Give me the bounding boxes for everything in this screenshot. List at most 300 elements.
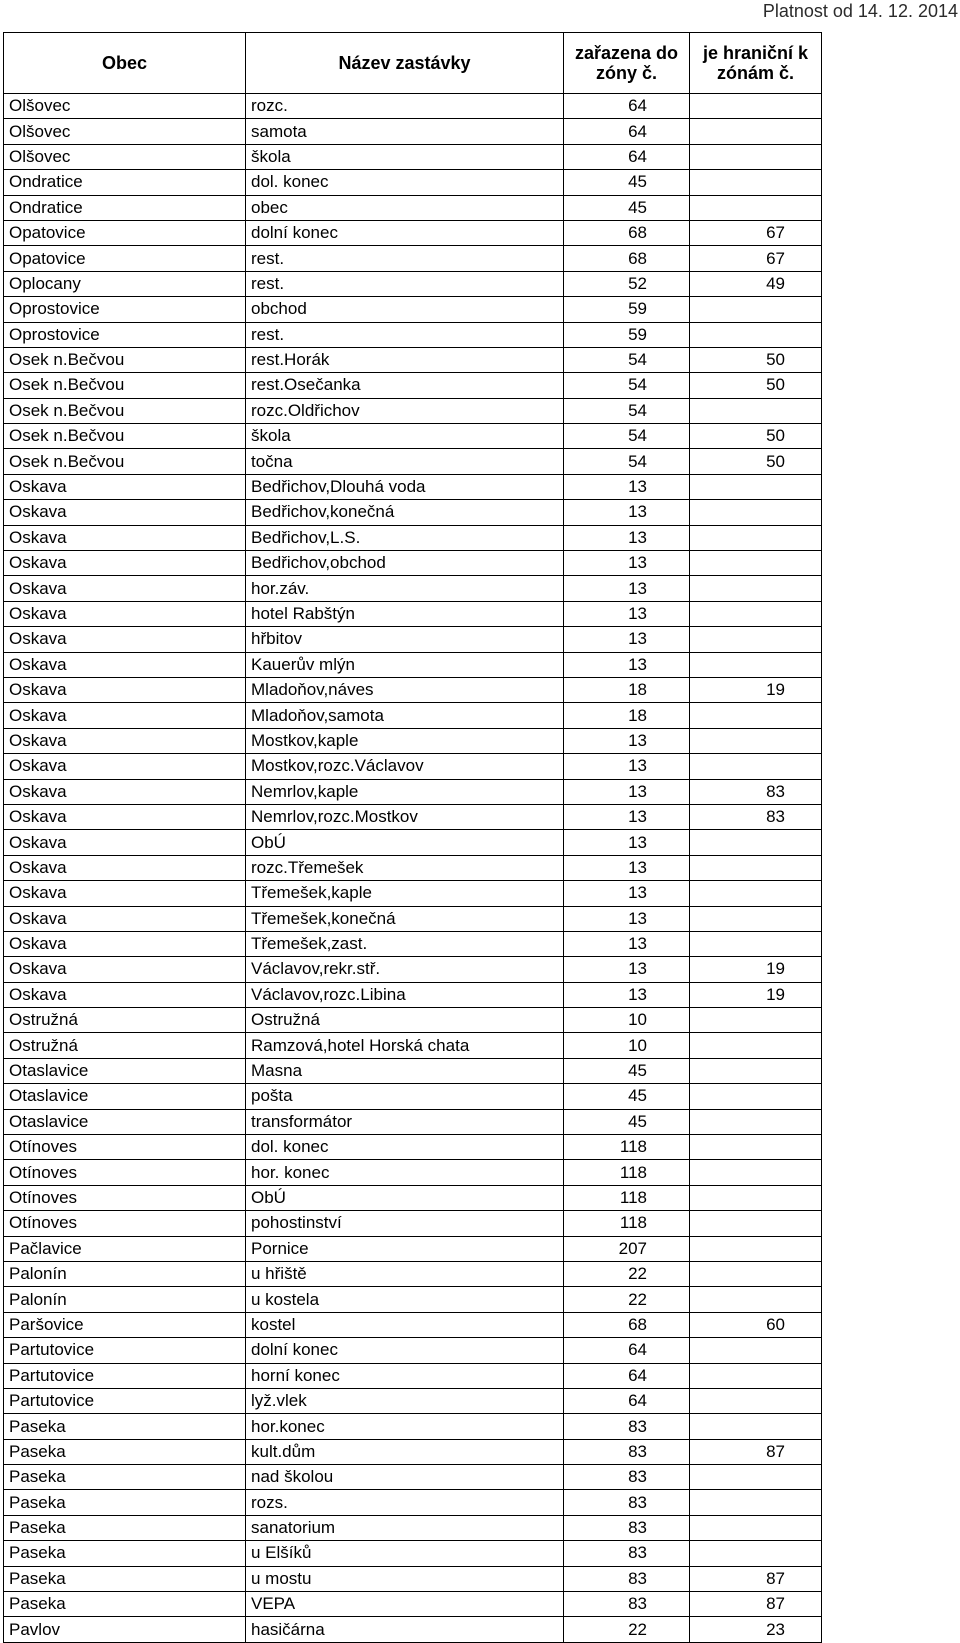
cell-zastavka: točna xyxy=(246,449,564,474)
cell-obec: Paseka xyxy=(4,1566,246,1591)
header-hranicni: je hraniční k zónám č. xyxy=(690,33,822,94)
cell-zona: 13 xyxy=(564,551,690,576)
cell-zastavka: samota xyxy=(246,119,564,144)
cell-zona: 64 xyxy=(564,119,690,144)
cell-zastavka: Bedřichov,L.S. xyxy=(246,525,564,550)
cell-zona: 118 xyxy=(564,1135,690,1160)
table-row xyxy=(4,398,822,423)
cell-zastavka: ObÚ xyxy=(246,830,564,855)
cell-zastavka: rest.Horák xyxy=(246,347,564,372)
cell-obec: Osek n.Bečvou xyxy=(4,347,246,372)
cell-hranicni xyxy=(690,1008,822,1033)
cell-obec: Otínoves xyxy=(4,1135,246,1160)
cell-zastavka: Třemešek,konečná xyxy=(246,906,564,931)
table-row xyxy=(4,1388,822,1413)
cell-hranicni: 67 xyxy=(690,246,822,271)
table-row xyxy=(4,449,822,474)
table-row xyxy=(4,1160,822,1185)
table-row xyxy=(4,246,822,271)
cell-zastavka: sanatorium xyxy=(246,1515,564,1540)
cell-hranicni xyxy=(690,322,822,347)
cell-zona: 64 xyxy=(564,1338,690,1363)
cell-zastavka: hotel Rabštýn xyxy=(246,601,564,626)
table-body xyxy=(4,94,822,1643)
cell-zastavka: dolní konec xyxy=(246,220,564,245)
cell-hranicni xyxy=(690,881,822,906)
header-zastavka: Název zastávky xyxy=(246,33,564,94)
cell-zona: 13 xyxy=(564,982,690,1007)
cell-hranicni xyxy=(690,576,822,601)
cell-zastavka: Bedřichov,obchod xyxy=(246,551,564,576)
cell-zona: 13 xyxy=(564,855,690,880)
cell-hranicni xyxy=(690,1388,822,1413)
table-row xyxy=(4,1490,822,1515)
table-row xyxy=(4,1465,822,1490)
cell-zona: 52 xyxy=(564,271,690,296)
header-zona: zařazena do zóny č. xyxy=(564,33,690,94)
cell-hranicni: 83 xyxy=(690,804,822,829)
cell-hranicni xyxy=(690,1135,822,1160)
table-row xyxy=(4,931,822,956)
cell-zona: 13 xyxy=(564,779,690,804)
cell-obec: Otínoves xyxy=(4,1185,246,1210)
table-row xyxy=(4,1008,822,1033)
cell-obec: Oskava xyxy=(4,906,246,931)
cell-hranicni: 50 xyxy=(690,373,822,398)
cell-hranicni xyxy=(690,830,822,855)
cell-zastavka: dolní konec xyxy=(246,1338,564,1363)
table-row xyxy=(4,881,822,906)
cell-zastavka: Ramzová,hotel Horská chata xyxy=(246,1033,564,1058)
cell-zona: 18 xyxy=(564,703,690,728)
cell-obec: Ondratice xyxy=(4,195,246,220)
cell-zastavka: kult.dům xyxy=(246,1439,564,1464)
cell-zastavka: obec xyxy=(246,195,564,220)
cell-hranicni xyxy=(690,1541,822,1566)
cell-zona: 118 xyxy=(564,1211,690,1236)
cell-zastavka: Mostkov,kaple xyxy=(246,728,564,753)
cell-hranicni: 49 xyxy=(690,271,822,296)
cell-zona: 45 xyxy=(564,195,690,220)
cell-zastavka: hřbitov xyxy=(246,627,564,652)
cell-hranicni xyxy=(690,703,822,728)
cell-hranicni xyxy=(690,119,822,144)
cell-obec: Otaslavice xyxy=(4,1084,246,1109)
cell-zona: 13 xyxy=(564,627,690,652)
cell-zona: 64 xyxy=(564,94,690,119)
cell-zastavka: rozc. xyxy=(246,94,564,119)
cell-hranicni xyxy=(690,652,822,677)
table-row xyxy=(4,322,822,347)
table-row xyxy=(4,551,822,576)
cell-obec: Olšovec xyxy=(4,94,246,119)
cell-hranicni: 19 xyxy=(690,982,822,1007)
cell-zastavka: u Elšíků xyxy=(246,1541,564,1566)
cell-zona: 64 xyxy=(564,1388,690,1413)
cell-hranicni xyxy=(690,1465,822,1490)
cell-zona: 13 xyxy=(564,601,690,626)
table-row xyxy=(4,703,822,728)
table-row xyxy=(4,144,822,169)
cell-hranicni xyxy=(690,855,822,880)
cell-zona: 207 xyxy=(564,1236,690,1261)
cell-zona: 13 xyxy=(564,804,690,829)
cell-zastavka: hor. konec xyxy=(246,1160,564,1185)
cell-zona: 13 xyxy=(564,728,690,753)
cell-hranicni xyxy=(690,1490,822,1515)
cell-obec: Oskava xyxy=(4,779,246,804)
cell-obec: Pavlov xyxy=(4,1617,246,1642)
table-row xyxy=(4,1592,822,1617)
cell-obec: Paseka xyxy=(4,1465,246,1490)
table-header-row xyxy=(4,33,822,94)
cell-hranicni: 83 xyxy=(690,779,822,804)
cell-obec: Olšovec xyxy=(4,144,246,169)
cell-zastavka: hasičárna xyxy=(246,1617,564,1642)
table-row xyxy=(4,220,822,245)
cell-zastavka: Nemrlov,kaple xyxy=(246,779,564,804)
cell-zona: 83 xyxy=(564,1414,690,1439)
table-row xyxy=(4,1058,822,1083)
table-row xyxy=(4,576,822,601)
cell-zastavka: Třemešek,kaple xyxy=(246,881,564,906)
cell-zona: 13 xyxy=(564,500,690,525)
cell-hranicni xyxy=(690,297,822,322)
cell-obec: Ondratice xyxy=(4,170,246,195)
cell-hranicni: 87 xyxy=(690,1592,822,1617)
cell-zona: 13 xyxy=(564,881,690,906)
table-row xyxy=(4,754,822,779)
cell-hranicni xyxy=(690,525,822,550)
cell-obec: Oskava xyxy=(4,982,246,1007)
cell-zona: 13 xyxy=(564,474,690,499)
cell-zona: 13 xyxy=(564,906,690,931)
cell-zastavka: rest.Osečanka xyxy=(246,373,564,398)
cell-hranicni xyxy=(690,1109,822,1134)
cell-zastavka: hor.konec xyxy=(246,1414,564,1439)
table-row xyxy=(4,119,822,144)
cell-zastavka: ObÚ xyxy=(246,1185,564,1210)
cell-obec: Oprostovice xyxy=(4,297,246,322)
cell-zona: 68 xyxy=(564,220,690,245)
cell-zastavka: VEPA xyxy=(246,1592,564,1617)
cell-zona: 83 xyxy=(564,1541,690,1566)
cell-hranicni xyxy=(690,1515,822,1540)
cell-obec: Oprostovice xyxy=(4,322,246,347)
cell-hranicni: 67 xyxy=(690,220,822,245)
table-row xyxy=(4,779,822,804)
cell-zastavka: Václavov,rekr.stř. xyxy=(246,957,564,982)
table-row xyxy=(4,94,822,119)
cell-hranicni xyxy=(690,1033,822,1058)
cell-obec: Oskava xyxy=(4,728,246,753)
cell-obec: Oskava xyxy=(4,627,246,652)
cell-zona: 68 xyxy=(564,1312,690,1337)
table-row xyxy=(4,830,822,855)
cell-obec: Partutovice xyxy=(4,1388,246,1413)
cell-zona: 45 xyxy=(564,1109,690,1134)
cell-zona: 45 xyxy=(564,1058,690,1083)
cell-obec: Paseka xyxy=(4,1414,246,1439)
validity-date: Platnost od 14. 12. 2014 xyxy=(762,1,958,21)
cell-obec: Oskava xyxy=(4,652,246,677)
cell-zastavka: Třemešek,zast. xyxy=(246,931,564,956)
cell-hranicni xyxy=(690,1058,822,1083)
cell-obec: Oskava xyxy=(4,551,246,576)
cell-zona: 45 xyxy=(564,1084,690,1109)
cell-zastavka: hor.záv. xyxy=(246,576,564,601)
cell-zona: 118 xyxy=(564,1185,690,1210)
cell-zastavka: dol. konec xyxy=(246,1135,564,1160)
table-row xyxy=(4,1033,822,1058)
cell-zona: 64 xyxy=(564,1363,690,1388)
cell-zona: 83 xyxy=(564,1566,690,1591)
cell-zastavka: rozc.Třemešek xyxy=(246,855,564,880)
cell-zastavka: kostel xyxy=(246,1312,564,1337)
cell-zastavka: rozc.Oldřichov xyxy=(246,398,564,423)
cell-zona: 10 xyxy=(564,1033,690,1058)
cell-hranicni: 87 xyxy=(690,1439,822,1464)
cell-hranicni: 19 xyxy=(690,677,822,702)
table-row xyxy=(4,424,822,449)
cell-zastavka: Bedřichov,Dlouhá voda xyxy=(246,474,564,499)
table-row xyxy=(4,1084,822,1109)
cell-obec: Oskava xyxy=(4,703,246,728)
table-row xyxy=(4,1414,822,1439)
cell-obec: Oskava xyxy=(4,754,246,779)
cell-zona: 13 xyxy=(564,754,690,779)
table-row xyxy=(4,373,822,398)
table-row xyxy=(4,170,822,195)
table-row xyxy=(4,525,822,550)
cell-zastavka: škola xyxy=(246,424,564,449)
cell-zastavka: Mostkov,rozc.Václavov xyxy=(246,754,564,779)
cell-zastavka: u kostela xyxy=(246,1287,564,1312)
cell-zona: 22 xyxy=(564,1617,690,1642)
cell-zastavka: Václavov,rozc.Libina xyxy=(246,982,564,1007)
cell-zastavka: Ostružná xyxy=(246,1008,564,1033)
cell-hranicni: 50 xyxy=(690,449,822,474)
cell-hranicni xyxy=(690,601,822,626)
cell-zastavka: dol. konec xyxy=(246,170,564,195)
table-row xyxy=(4,627,822,652)
table-row xyxy=(4,1287,822,1312)
cell-obec: Osek n.Bečvou xyxy=(4,373,246,398)
cell-obec: Ostružná xyxy=(4,1033,246,1058)
cell-zona: 13 xyxy=(564,931,690,956)
cell-hranicni xyxy=(690,195,822,220)
cell-hranicni xyxy=(690,1414,822,1439)
cell-zastavka: rest. xyxy=(246,271,564,296)
cell-zastavka: nad školou xyxy=(246,1465,564,1490)
cell-hranicni xyxy=(690,94,822,119)
table-row xyxy=(4,804,822,829)
cell-hranicni xyxy=(690,500,822,525)
cell-obec: Osek n.Bečvou xyxy=(4,424,246,449)
cell-hranicni xyxy=(690,1338,822,1363)
cell-hranicni: 60 xyxy=(690,1312,822,1337)
cell-hranicni: 19 xyxy=(690,957,822,982)
cell-zastavka: Nemrlov,rozc.Mostkov xyxy=(246,804,564,829)
table-row xyxy=(4,677,822,702)
table-row xyxy=(4,1236,822,1261)
cell-zastavka: obchod xyxy=(246,297,564,322)
cell-zona: 13 xyxy=(564,957,690,982)
cell-zastavka: transformátor xyxy=(246,1109,564,1134)
cell-zona: 54 xyxy=(564,347,690,372)
cell-zastavka: horní konec xyxy=(246,1363,564,1388)
cell-zastavka: Bedřichov,konečná xyxy=(246,500,564,525)
table-row xyxy=(4,1211,822,1236)
cell-zona: 54 xyxy=(564,373,690,398)
cell-zona: 22 xyxy=(564,1261,690,1286)
cell-hranicni xyxy=(690,1160,822,1185)
cell-zona: 13 xyxy=(564,830,690,855)
cell-zastavka: rest. xyxy=(246,322,564,347)
cell-hranicni xyxy=(690,144,822,169)
cell-hranicni xyxy=(690,754,822,779)
table-row xyxy=(4,906,822,931)
cell-zastavka: pohostinství xyxy=(246,1211,564,1236)
cell-hranicni xyxy=(690,1363,822,1388)
cell-zastavka: u hřiště xyxy=(246,1261,564,1286)
cell-zona: 10 xyxy=(564,1008,690,1033)
cell-zastavka: u mostu xyxy=(246,1566,564,1591)
cell-obec: Otaslavice xyxy=(4,1109,246,1134)
cell-obec: Paršovice xyxy=(4,1312,246,1337)
cell-obec: Oskava xyxy=(4,855,246,880)
cell-obec: Opatovice xyxy=(4,220,246,245)
cell-zastavka: Masna xyxy=(246,1058,564,1083)
table-row xyxy=(4,728,822,753)
cell-hranicni xyxy=(690,627,822,652)
table-row xyxy=(4,1312,822,1337)
cell-obec: Oskava xyxy=(4,576,246,601)
cell-hranicni xyxy=(690,170,822,195)
cell-obec: Paseka xyxy=(4,1592,246,1617)
cell-hranicni xyxy=(690,1211,822,1236)
table-row xyxy=(4,271,822,296)
table-row xyxy=(4,1338,822,1363)
cell-obec: Oskava xyxy=(4,677,246,702)
cell-obec: Oskava xyxy=(4,601,246,626)
table-row xyxy=(4,982,822,1007)
cell-hranicni: 87 xyxy=(690,1566,822,1591)
cell-zona: 83 xyxy=(564,1465,690,1490)
table-row xyxy=(4,601,822,626)
cell-obec: Oplocany xyxy=(4,271,246,296)
table-row xyxy=(4,1439,822,1464)
cell-obec: Olšovec xyxy=(4,119,246,144)
cell-obec: Paseka xyxy=(4,1439,246,1464)
cell-zastavka: Mladoňov,náves xyxy=(246,677,564,702)
cell-obec: Palonín xyxy=(4,1287,246,1312)
table-row xyxy=(4,1617,822,1642)
zone-stops-table xyxy=(3,32,822,1643)
cell-obec: Paseka xyxy=(4,1541,246,1566)
cell-zastavka: Mladoňov,samota xyxy=(246,703,564,728)
table-row xyxy=(4,957,822,982)
cell-obec: Oskava xyxy=(4,881,246,906)
table-row xyxy=(4,855,822,880)
cell-zona: 83 xyxy=(564,1490,690,1515)
cell-zona: 22 xyxy=(564,1287,690,1312)
cell-zona: 13 xyxy=(564,652,690,677)
cell-zona: 68 xyxy=(564,246,690,271)
cell-obec: Opatovice xyxy=(4,246,246,271)
cell-zastavka: rozs. xyxy=(246,1490,564,1515)
cell-zona: 83 xyxy=(564,1592,690,1617)
table-row xyxy=(4,1363,822,1388)
cell-zona: 59 xyxy=(564,322,690,347)
cell-obec: Otínoves xyxy=(4,1211,246,1236)
cell-hranicni: 23 xyxy=(690,1617,822,1642)
cell-hranicni xyxy=(690,1236,822,1261)
cell-zastavka: škola xyxy=(246,144,564,169)
table-row xyxy=(4,500,822,525)
cell-obec: Partutovice xyxy=(4,1338,246,1363)
cell-hranicni xyxy=(690,1084,822,1109)
cell-obec: Oskava xyxy=(4,474,246,499)
cell-zastavka: pošta xyxy=(246,1084,564,1109)
table-row xyxy=(4,1185,822,1210)
table-row xyxy=(4,1135,822,1160)
cell-hranicni xyxy=(690,1287,822,1312)
cell-zastavka: Kauerův mlýn xyxy=(246,652,564,677)
cell-hranicni xyxy=(690,931,822,956)
cell-zona: 54 xyxy=(564,449,690,474)
cell-obec: Oskava xyxy=(4,525,246,550)
cell-zastavka: lyž.vlek xyxy=(246,1388,564,1413)
cell-obec: Oskava xyxy=(4,500,246,525)
cell-obec: Osek n.Bečvou xyxy=(4,398,246,423)
cell-hranicni xyxy=(690,551,822,576)
table-row xyxy=(4,297,822,322)
header-obec: Obec xyxy=(4,33,246,94)
cell-zona: 45 xyxy=(564,170,690,195)
cell-obec: Palonín xyxy=(4,1261,246,1286)
cell-zona: 13 xyxy=(564,525,690,550)
cell-zona: 59 xyxy=(564,297,690,322)
cell-zona: 18 xyxy=(564,677,690,702)
cell-hranicni xyxy=(690,474,822,499)
table-row xyxy=(4,347,822,372)
cell-zona: 54 xyxy=(564,398,690,423)
cell-obec: Oskava xyxy=(4,830,246,855)
table-row xyxy=(4,652,822,677)
cell-zastavka: rest. xyxy=(246,246,564,271)
cell-zona: 64 xyxy=(564,144,690,169)
cell-hranicni xyxy=(690,1185,822,1210)
table-row xyxy=(4,1566,822,1591)
cell-obec: Oskava xyxy=(4,931,246,956)
cell-zona: 118 xyxy=(564,1160,690,1185)
table-row xyxy=(4,474,822,499)
cell-obec: Oskava xyxy=(4,804,246,829)
cell-obec: Otaslavice xyxy=(4,1058,246,1083)
cell-hranicni xyxy=(690,1261,822,1286)
table-row xyxy=(4,1261,822,1286)
cell-obec: Osek n.Bečvou xyxy=(4,449,246,474)
cell-obec: Paseka xyxy=(4,1515,246,1540)
cell-zastavka: Pornice xyxy=(246,1236,564,1261)
cell-hranicni: 50 xyxy=(690,347,822,372)
table-row xyxy=(4,1515,822,1540)
cell-hranicni xyxy=(690,728,822,753)
cell-obec: Oskava xyxy=(4,957,246,982)
cell-zona: 83 xyxy=(564,1439,690,1464)
cell-zona: 83 xyxy=(564,1515,690,1540)
